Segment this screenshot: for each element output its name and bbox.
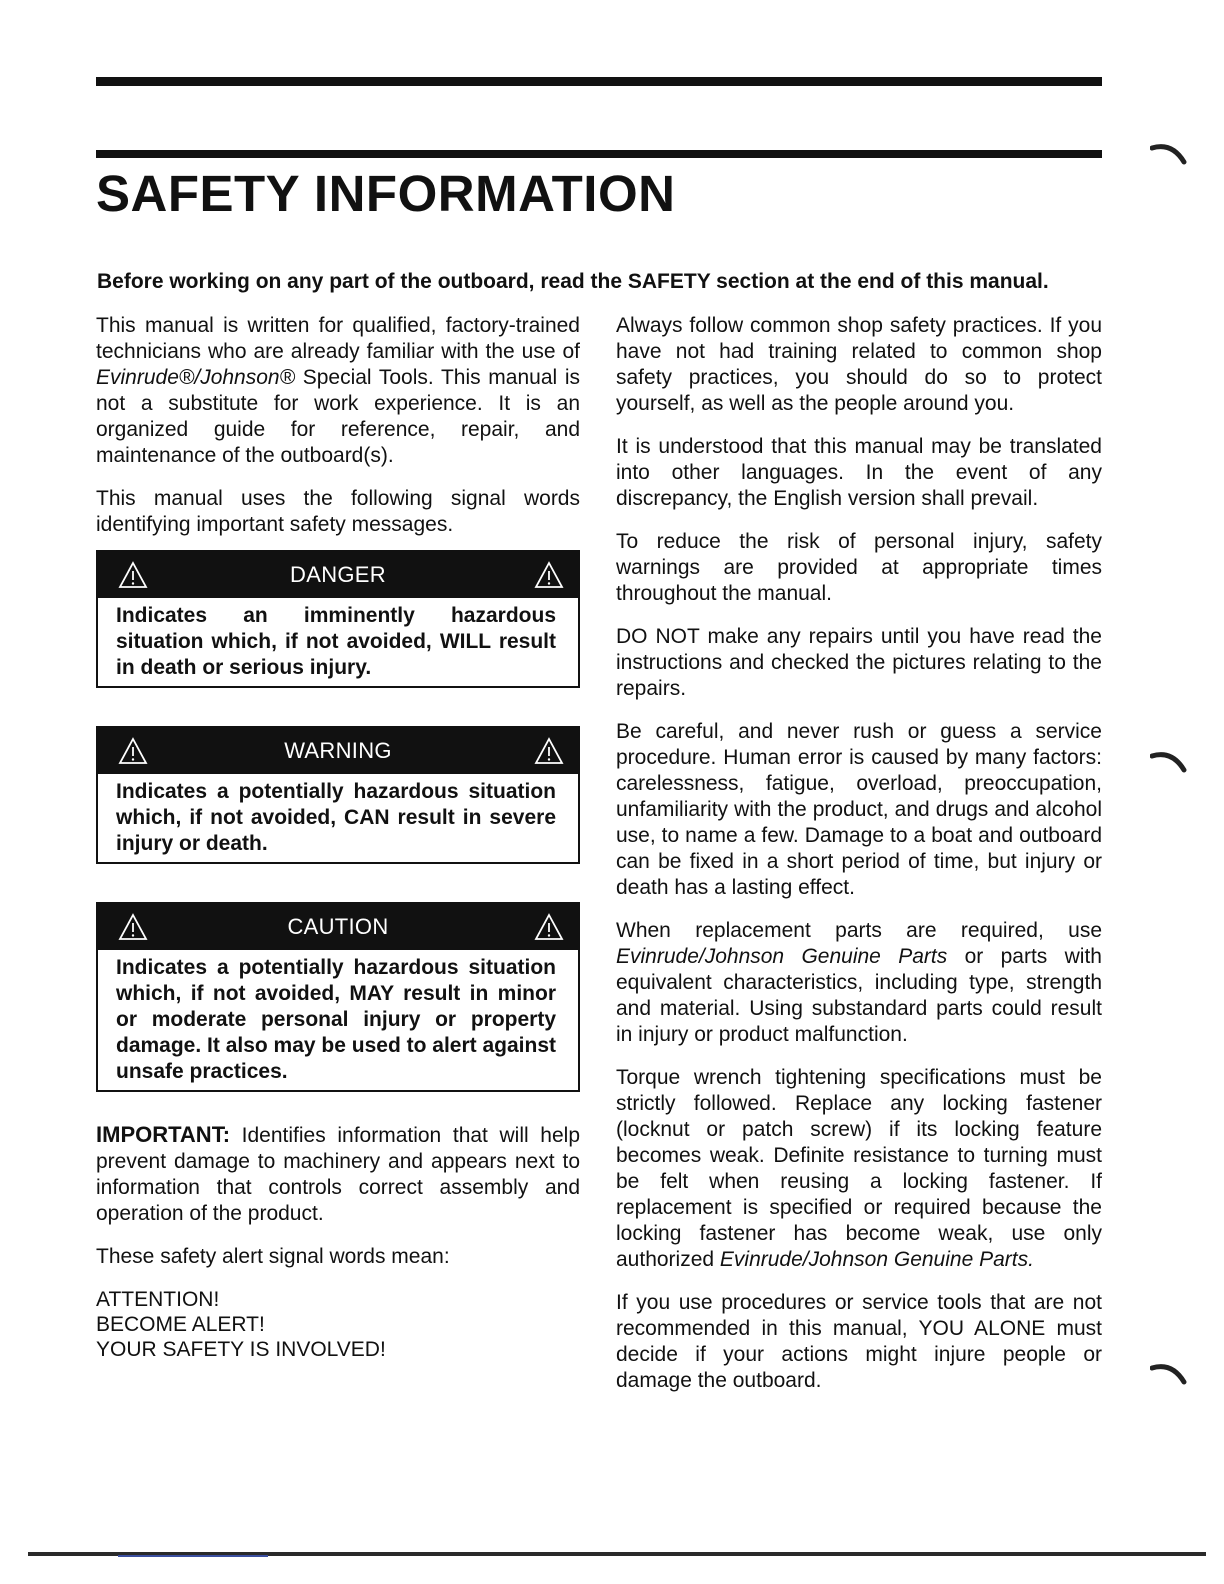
- paragraph-translation: It is understood that this manual may be translated into other languages. In the event of any discrepancy, the English version shall prevail.: [616, 435, 1102, 510]
- paragraph-replacement-parts: When replacement parts are required, use Evinrude/Johnson Genuine Parts or parts with equivalent characteristics, including type, strength and material. Using substandard parts could result in injury or product malfunction.: [616, 919, 1102, 1046]
- important-label: IMPORTANT:: [96, 1122, 231, 1147]
- alert-line: ATTENTION!: [96, 1288, 220, 1311]
- danger-label: DANGER: [290, 562, 386, 587]
- danger-text: Indicates an imminently hazardous situation which, if not avoided, WILL result in death or serious injury.: [116, 604, 556, 679]
- warning-header: [98, 728, 578, 774]
- intro-statement: Before working on any part of the outboard, read the SAFETY section at the end of this manual.: [97, 270, 1049, 293]
- paragraph-do-not-repair: DO NOT make any repairs until you have read the instructions and checked the pictures relating to the repairs.: [616, 625, 1102, 700]
- alert-line: BECOME ALERT!: [96, 1313, 265, 1336]
- page-title: SAFETY INFORMATION: [96, 165, 676, 222]
- paragraph-shop-safety: Always follow common shop safety practices. If you have not had training related to common shop safety practices, you should do so to protect yourself, as well as the people around you.: [616, 314, 1102, 415]
- bottom-accent-line: [118, 1555, 268, 1557]
- caution-text: Indicates a potentially hazardous situation which, if not avoided, MAY result in minor or moderate personal injury or property damage. It also may be used to alert against unsafe practices.: [116, 956, 556, 1083]
- paragraph-torque-wrench: Torque wrench tightening specifications must be strictly followed. Replace any locking fastener (locknut or patch screw) if its locking feature becomes weak. Definite resistance to turning must be felt when reusing a locking fastener. If replacement is specified or required because the locking fastener has become weak, use only authorized Evinrude/Johnson Genuine Parts.: [616, 1066, 1102, 1271]
- caution-header: [98, 904, 578, 950]
- alert-line: YOUR SAFETY IS INVOLVED!: [96, 1338, 386, 1361]
- brand-name: Evinrude/Johnson Genuine Parts: [616, 945, 948, 968]
- left-column: [96, 313, 580, 1362]
- paragraph-safety-warnings: To reduce the risk of personal injury, safety warnings are provided at appropriate times throughout the manual.: [616, 530, 1102, 605]
- top-rule: [96, 77, 1102, 86]
- caution-label: CAUTION: [287, 914, 389, 939]
- warning-triangle-icon: [118, 561, 148, 589]
- danger-header: [98, 552, 578, 598]
- warning-triangle-icon: [118, 737, 148, 765]
- binder-tab-mark-icon: [1150, 1360, 1190, 1386]
- warning-triangle-icon: [534, 913, 564, 941]
- right-column: [616, 313, 1102, 1411]
- binder-tab-mark-icon: [1150, 140, 1190, 166]
- paragraph-signal-words: This manual uses the following signal words identifying important safety messages.: [96, 487, 580, 536]
- important-note: [96, 1122, 580, 1227]
- important-text: Identifies information that will help prevent damage to machinery and appears next to information that controls correct assembly and operation of the product.: [96, 1124, 580, 1225]
- alert-lines: [96, 1287, 580, 1362]
- warning-label: WARNING: [284, 738, 392, 763]
- title-rule: [96, 150, 1102, 158]
- warning-text: Indicates a potentially hazardous situation which, if not avoided, CAN result in severe injury or death.: [116, 780, 556, 855]
- paragraph-procedures: If you use procedures or service tools that are not recommended in this manual, YOU ALONE must decide if your actions might injure people or damage the outboard.: [616, 1291, 1102, 1392]
- paragraph-qualified-technicians: This manual is written for qualified, factory-trained technicians who are already familiar with the use of Evinrude®/Johnson® Special Tools. This manual is not a substitute for work experience. It is an organized guide for reference, repair, and maintenance of the outboard(s).: [96, 314, 580, 467]
- warning-triangle-icon: [118, 913, 148, 941]
- warning-triangle-icon: [534, 737, 564, 765]
- alert-intro: These safety alert signal words mean:: [96, 1245, 450, 1268]
- danger-box: [96, 550, 580, 688]
- warning-box: [96, 726, 580, 864]
- brand-name: Evinrude/Johnson Genuine Parts.: [719, 1248, 1034, 1271]
- binder-tab-mark-icon: [1150, 748, 1190, 774]
- brand-name: Evinrude®/Johnson®: [96, 366, 296, 389]
- warning-triangle-icon: [534, 561, 564, 589]
- paragraph-be-careful: Be careful, and never rush or guess a service procedure. Human error is caused by many factors: carelessness, fatigue, overload, preoccupation, unfamiliarity with the product, and drugs and alcohol use, to name a few. Damage to a boat and outboard can be fixed in a short period of time, but injury or death has a lasting effect.: [616, 720, 1102, 899]
- caution-box: [96, 902, 580, 1092]
